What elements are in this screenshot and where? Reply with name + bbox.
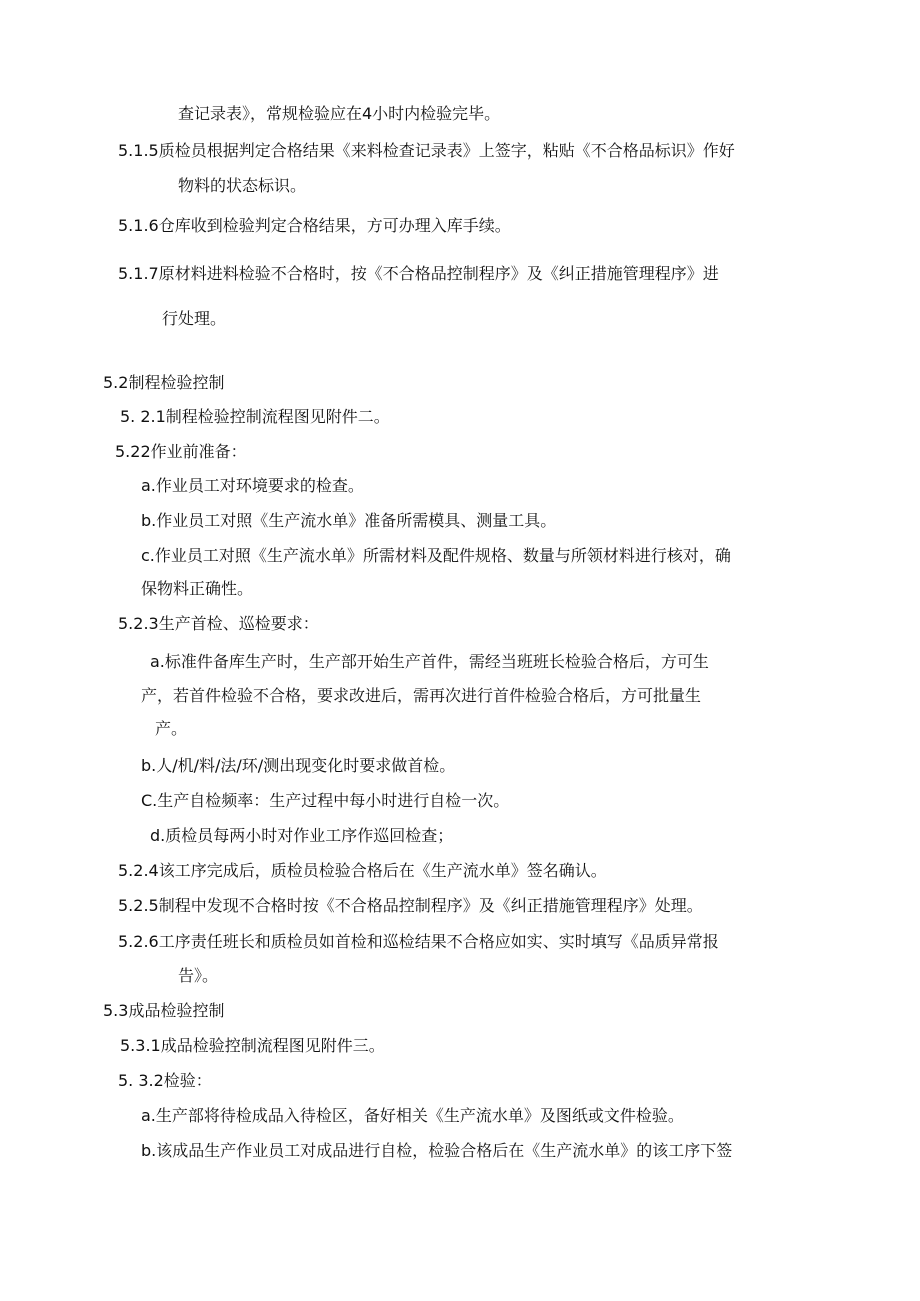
text-line: 5.1.5质检员根据判定合格结果《来料检查记录表》上签字，粘贴《不合格品标识》作好 bbox=[118, 141, 735, 160]
text-line: 产，若首件检验不合格，要求改进后，需再次进行首件检验合格后，方可批量生 bbox=[141, 686, 702, 705]
text-line: a.生产部将待检成品入待检区，备好相关《生产流水单》及图纸或文件检验。 bbox=[141, 1106, 684, 1125]
text-line: 保物料正确性。 bbox=[141, 579, 254, 598]
text-line: C.生产自检频率：生产过程中每小时进行自检一次。 bbox=[141, 791, 510, 810]
text-line: 5.3.1成品检验控制流程图见附件三。 bbox=[120, 1036, 385, 1055]
text-line: 5.1.6仓库收到检验判定合格结果，方可办理入库手续。 bbox=[118, 216, 511, 235]
text-line: b.人/机/料/法/环/测出现变化时要求做首检。 bbox=[141, 756, 456, 775]
text-line: 行处理。 bbox=[162, 309, 227, 328]
text-line: 告》。 bbox=[178, 966, 219, 985]
text-line: b.该成品生产作业员工对成品进行自检，检验合格后在《生产流水单》的该工序下签 bbox=[141, 1141, 733, 1160]
text-line: 5.2.6工序责任班长和质检员如首检和巡检结果不合格应如实、实时填写《品质异常报 bbox=[118, 932, 719, 951]
text-line: 5.22作业前准备： bbox=[115, 442, 247, 461]
section-heading: 5.3成品检验控制 bbox=[103, 1001, 225, 1020]
text-line: a.作业员工对环境要求的检查。 bbox=[141, 476, 364, 495]
text-line: b.作业员工对照《生产流水单》准备所需模具、测量工具。 bbox=[141, 511, 557, 530]
text-line: 5.1.7原材料进料检验不合格时，按《不合格品控制程序》及《纠正措施管理程序》进 bbox=[118, 264, 719, 283]
text-line: 5. 3.2检验： bbox=[118, 1071, 212, 1090]
text-line: 物料的状态标识。 bbox=[178, 176, 307, 195]
text-line: 5.2.3生产首检、巡检要求： bbox=[118, 614, 319, 633]
text-line: 5.2.5制程中发现不合格时按《不合格品控制程序》及《纠正措施管理程序》处理。 bbox=[118, 896, 703, 915]
text-line: c.作业员工对照《生产流水单》所需材料及配件规格、数量与所领材料进行核对，确 bbox=[141, 546, 731, 565]
text-line: 5. 2.1制程检验控制流程图见附件二。 bbox=[120, 407, 390, 426]
text-line: d.质检员每两小时对作业工序作巡回检查； bbox=[150, 826, 454, 845]
text-line: 5.2.4该工序完成后，质检员检验合格后在《生产流水单》签名确认。 bbox=[118, 861, 607, 880]
text-line: a.标准件备库生产时，生产部开始生产首件，需经当班班长检验合格后，方可生 bbox=[150, 652, 709, 671]
text-line: 产。 bbox=[155, 719, 188, 738]
text-line: 查记录表》，常规检验应在4小时内检验完毕。 bbox=[178, 104, 501, 123]
section-heading: 5.2制程检验控制 bbox=[103, 373, 225, 392]
